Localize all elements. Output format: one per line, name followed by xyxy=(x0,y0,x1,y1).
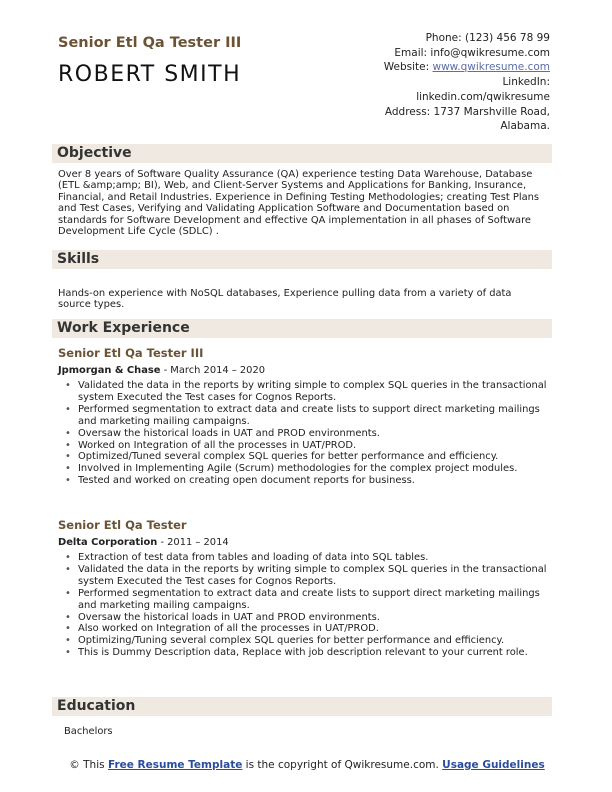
section-objective xyxy=(52,144,552,163)
contact-linkedin-url: linkedin.com/qwikresume xyxy=(416,90,550,103)
job-company-line xyxy=(58,537,229,548)
contact-website xyxy=(320,60,550,75)
job-bullet: • Validated the data in the reports by writing simple to complex SQL queries in the transactional system Executed the Test cases for Cognos Reports. xyxy=(64,380,554,404)
job-dates: - March 2014 – 2020 xyxy=(160,365,266,376)
job-company-line xyxy=(58,365,265,376)
objective-text: Over 8 years of Software Quality Assurance (QA) experience testing Data Warehouse, Database (ETL &amp;amp; BI), Web, and Client-Server Systems and Applications for Banking, Insurance, Financial, and Retail Industries. Experience in Defining Testing Methodologies; creating Test Plans and Test Cases, Verifying and Validating Application Software and Documentation based on standards for Software Development and effective QA implementation in all phases of Software Development Life Cycle (SDLC) . xyxy=(58,169,540,238)
candidate-name: ROBERT SMITH xyxy=(58,62,242,87)
job-bullet: • Performed segmentation to extract data and create lists to support direct marketing mailings and marketing mailing campaigns. xyxy=(64,404,554,428)
job-bullet: • Tested and worked on creating open document reports for business. xyxy=(64,475,554,487)
website-link[interactable]: www.qwikresume.com xyxy=(432,61,550,74)
job-bullet: • Extraction of test data from tables and loading of data into SQL tables. xyxy=(64,552,554,564)
section-title-objective: Objective xyxy=(57,145,132,161)
footer-middle: is the copyright of Qwikresume.com. xyxy=(242,759,443,771)
footer-prefix: © This xyxy=(69,759,108,771)
education-text: Bachelors xyxy=(64,726,113,737)
contact-address-line2: Alabama. xyxy=(500,120,550,133)
section-title-work: Work Experience xyxy=(57,320,190,336)
job-bullet: • Validated the data in the reports by writing simple to complex SQL queries in the transactional system Executed the Test cases for Cognos Reports. xyxy=(64,564,554,588)
website-label: Website: xyxy=(383,61,433,74)
job-bullet: • Oversaw the historical loads in UAT and PROD environments. xyxy=(64,428,554,440)
job-role: Senior Etl Qa Tester xyxy=(58,518,187,532)
job-bullet: • Optimizing/Tuning several complex SQL queries for better performance and efficiency. xyxy=(64,635,554,647)
job-dates: - 2011 – 2014 xyxy=(157,537,229,548)
job-bullet-list xyxy=(64,380,554,487)
usage-guidelines-link[interactable]: Usage Guidelines xyxy=(442,759,545,771)
contact-address-line1: Address: 1737 Marshville Road, xyxy=(384,105,550,118)
contact-phone: Phone: (123) 456 78 99 xyxy=(425,32,550,44)
footer-copyright xyxy=(62,758,552,772)
job-bullet: • Oversaw the historical loads in UAT and PROD environments. xyxy=(64,612,554,624)
job-bullet: • This is Dummy Description data, Replace with job description relevant to your current role. xyxy=(64,647,554,659)
contact-email: Email: info@qwikresume.com xyxy=(394,46,550,59)
section-title-skills: Skills xyxy=(57,251,100,267)
job-bullet: • Involved in Implementing Agile (Scrum) methodologies for the complex project modules. xyxy=(64,463,554,475)
resume-job-title: Senior Etl Qa Tester III xyxy=(58,35,242,51)
contact-linkedin-label: LinkedIn: xyxy=(502,76,550,89)
free-resume-template-link[interactable]: Free Resume Template xyxy=(107,759,243,771)
skills-text: Hands-on experience with NoSQL databases, Experience pulling data from a variety of data source types. xyxy=(58,288,512,311)
job-company: Jpmorgan & Chase xyxy=(58,365,161,376)
job-bullet: • Worked on Integration of all the processes in UAT/PROD. xyxy=(64,440,554,452)
job-bullet: • Also worked on Integration of all the processes in UAT/PROD. xyxy=(64,623,554,635)
contact-block xyxy=(320,31,550,134)
section-skills xyxy=(52,250,552,269)
section-education xyxy=(52,697,552,716)
job-bullet: • Performed segmentation to extract data and create lists to support direct marketing mailings and marketing mailing campaigns. xyxy=(64,588,554,612)
section-title-education: Education xyxy=(57,698,136,714)
section-work-experience xyxy=(52,319,552,338)
job-bullet: • Optimized/Tuned several complex SQL queries for better performance and efficiency. xyxy=(64,451,554,463)
job-company: Delta Corporation xyxy=(58,537,158,548)
job-role: Senior Etl Qa Tester III xyxy=(58,346,204,360)
job-bullet-list xyxy=(64,552,554,659)
